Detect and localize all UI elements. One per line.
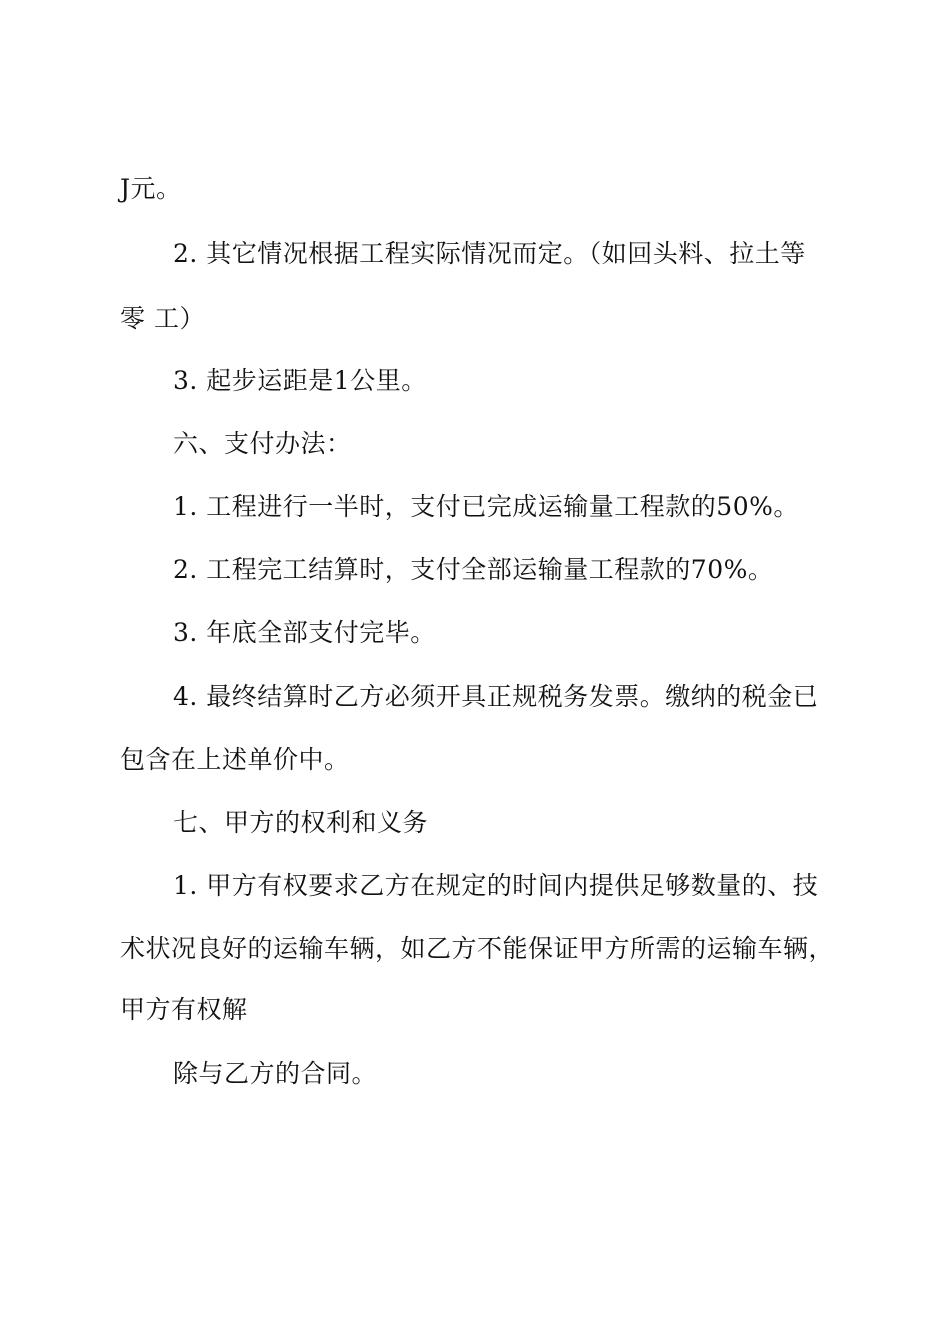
text-line-3: 零 工） bbox=[120, 304, 205, 333]
section-heading-rights: 七、甲方的权利和义务 bbox=[173, 808, 429, 837]
text-line-6: 1. 工程进行一半时，支付已完成运输量工程款的50%。 bbox=[173, 492, 799, 521]
text-line-10: 包含在上述单价中。 bbox=[120, 745, 350, 774]
text-line-1: J元。 bbox=[120, 174, 182, 203]
text-line-15: 除与乙方的合同。 bbox=[173, 1059, 378, 1088]
text-line-14: 甲方有权解 bbox=[120, 995, 248, 1024]
section-heading-payment: 六、支付办法： bbox=[173, 429, 352, 458]
text-line-13: 术状况良好的运输车辆，如乙方不能保证甲方所需的运输车辆， bbox=[120, 934, 835, 963]
text-line-2: 2. 其它情况根据工程实际情况而定。（如回头料、拉土等 bbox=[173, 239, 806, 268]
text-line-12: 1. 甲方有权要求乙方在规定的时间内提供足够数量的、技 bbox=[173, 871, 819, 900]
text-line-8: 3. 年底全部支付完毕。 bbox=[173, 618, 436, 647]
text-line-9: 4. 最终结算时乙方必须开具正规税务发票。缴纳的税金已 bbox=[173, 682, 819, 711]
text-line-7: 2. 工程完工结算时，支付全部运输量工程款的70%。 bbox=[173, 555, 774, 584]
text-line-4: 3. 起步运距是1公里。 bbox=[173, 366, 427, 395]
